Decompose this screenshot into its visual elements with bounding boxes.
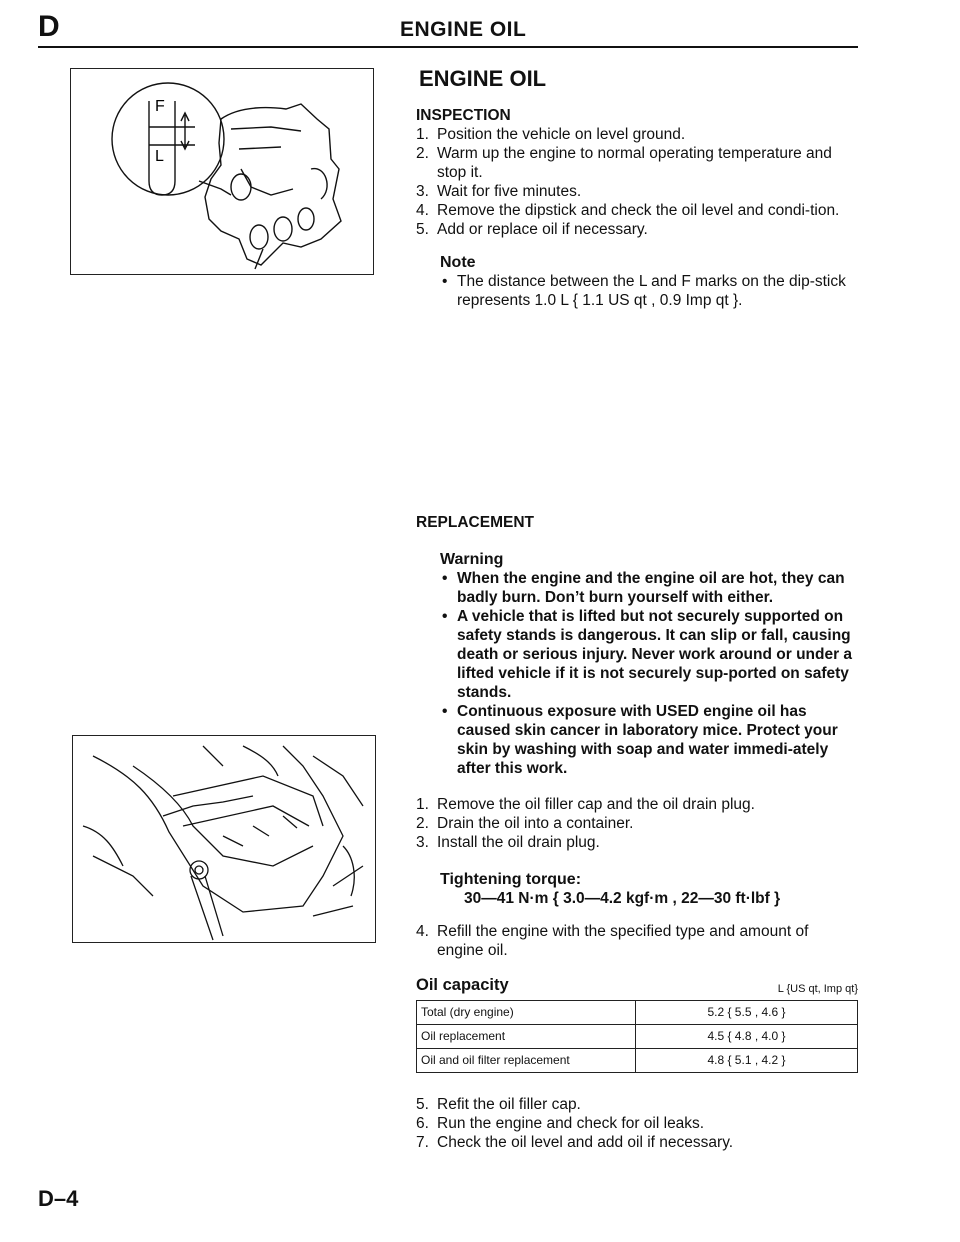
step-number: 1. (416, 796, 429, 813)
list-item (416, 201, 858, 220)
dipstick-figure (70, 68, 374, 275)
oil-pan-illustration (73, 736, 375, 942)
warning-list (440, 569, 858, 778)
torque-heading: Tightening torque: (440, 871, 582, 888)
replacement-steps-c (416, 1095, 858, 1152)
step-number: 2. (416, 815, 429, 832)
list-item (416, 1095, 858, 1114)
table-row (417, 1001, 858, 1025)
note-heading: Note (440, 254, 476, 271)
header-title: ENGINE OIL (400, 18, 527, 41)
step-number: 5. (416, 1096, 429, 1113)
inspection-heading: INSPECTION (416, 107, 511, 124)
table-cell-item: Oil and oil filter replacement (417, 1049, 636, 1073)
f-mark-label: F (155, 98, 165, 115)
inspection-section (416, 106, 858, 310)
warning-block (416, 550, 858, 778)
step-text: Check the oil level and add oil if necessary. (437, 1134, 734, 1151)
step-number: 2. (416, 145, 429, 162)
oil-capacity-table (416, 1000, 858, 1073)
page-number: D–4 (38, 1186, 79, 1211)
engine-dipstick-illustration (71, 69, 373, 274)
step-number: 5. (416, 221, 429, 238)
step-text: Position the vehicle on level ground. (437, 126, 686, 143)
table-cell-value: 4.8 { 5.1 , 4.2 } (636, 1049, 858, 1073)
page-title: ENGINE OIL (419, 66, 547, 91)
step-text: Install the oil drain plug. (437, 834, 600, 851)
list-item (416, 1133, 858, 1152)
step-number: 4. (416, 202, 429, 219)
torque-value: 30—41 N·m { 3.0—4.2 kgf·m , 22—30 ft·lbf } (464, 890, 781, 907)
section-letter: D (38, 10, 60, 43)
table-cell-value: 5.2 { 5.5 , 4.6 } (636, 1001, 858, 1025)
capacity-unit: L {US qt, Imp qt} (777, 983, 858, 995)
table-cell-value: 4.5 { 4.8 , 4.0 } (636, 1025, 858, 1049)
table-cell-item: Oil replacement (417, 1025, 636, 1049)
list-item (416, 182, 858, 201)
list-item (416, 220, 858, 239)
step-text: Refill the engine with the specified type and amount of engine oil. (437, 923, 809, 959)
l-mark-label: L (155, 148, 164, 165)
step-text: Run the engine and check for oil leaks. (437, 1115, 705, 1132)
table-cell-item: Total (dry engine) (417, 1001, 636, 1025)
step-number: 4. (416, 923, 429, 940)
step-number: 7. (416, 1134, 429, 1151)
step-number: 1. (416, 126, 429, 143)
note-list (440, 272, 858, 310)
list-item (416, 1114, 858, 1133)
list-item (416, 814, 858, 833)
step-text: Refit the oil filler cap. (437, 1096, 581, 1113)
inspection-steps (416, 125, 858, 239)
warning-item: • When the engine and the engine oil are hot, they can badly burn. Don’t burn yourself with either. (440, 569, 858, 607)
warning-heading: Warning (440, 551, 504, 568)
list-item (416, 144, 858, 182)
replacement-section (416, 513, 858, 1152)
step-text: Remove the dipstick and check the oil level and condi-tion. (437, 202, 840, 219)
step-text: Warm up the engine to normal operating temperature and stop it. (437, 145, 832, 181)
replacement-steps-b (416, 922, 858, 960)
table-row (417, 1025, 858, 1049)
step-text: Add or replace oil if necessary. (437, 221, 648, 238)
step-text: Remove the oil filler cap and the oil drain plug. (437, 796, 755, 813)
step-number: 3. (416, 183, 429, 200)
step-text: Wait for five minutes. (437, 183, 582, 200)
replacement-heading: REPLACEMENT (416, 514, 534, 531)
warning-item: • A vehicle that is lifted but not securely supported on safety stands is dangerous. It can slip or fall, causing death or serious injury. Never work around or under a lifted vehicle if it is not securely sup-ported on safety stands. (440, 607, 858, 702)
step-text: Drain the oil into a container. (437, 815, 634, 832)
torque-block (416, 870, 858, 908)
list-item (416, 833, 858, 852)
list-item (416, 795, 858, 814)
replacement-steps-a (416, 795, 858, 852)
header-rule (38, 46, 858, 48)
warning-item: • Continuous exposure with USED engine oil has caused skin cancer in laboratory mice. Protect your skin by washing with soap and water immedi-ately after this work. (440, 702, 858, 778)
note-item: • The distance between the L and F marks on the dip-stick represents 1.0 L { 1.1 US qt , 0.9 Imp qt }. (440, 272, 858, 310)
step-number: 6. (416, 1115, 429, 1132)
capacity-heading: Oil capacity (416, 976, 509, 994)
step-number: 3. (416, 834, 429, 851)
table-row (417, 1049, 858, 1073)
list-item (416, 125, 858, 144)
list-item (416, 922, 858, 960)
capacity-header (416, 976, 858, 1000)
note-block (416, 253, 858, 310)
drain-plug-figure (72, 735, 376, 943)
